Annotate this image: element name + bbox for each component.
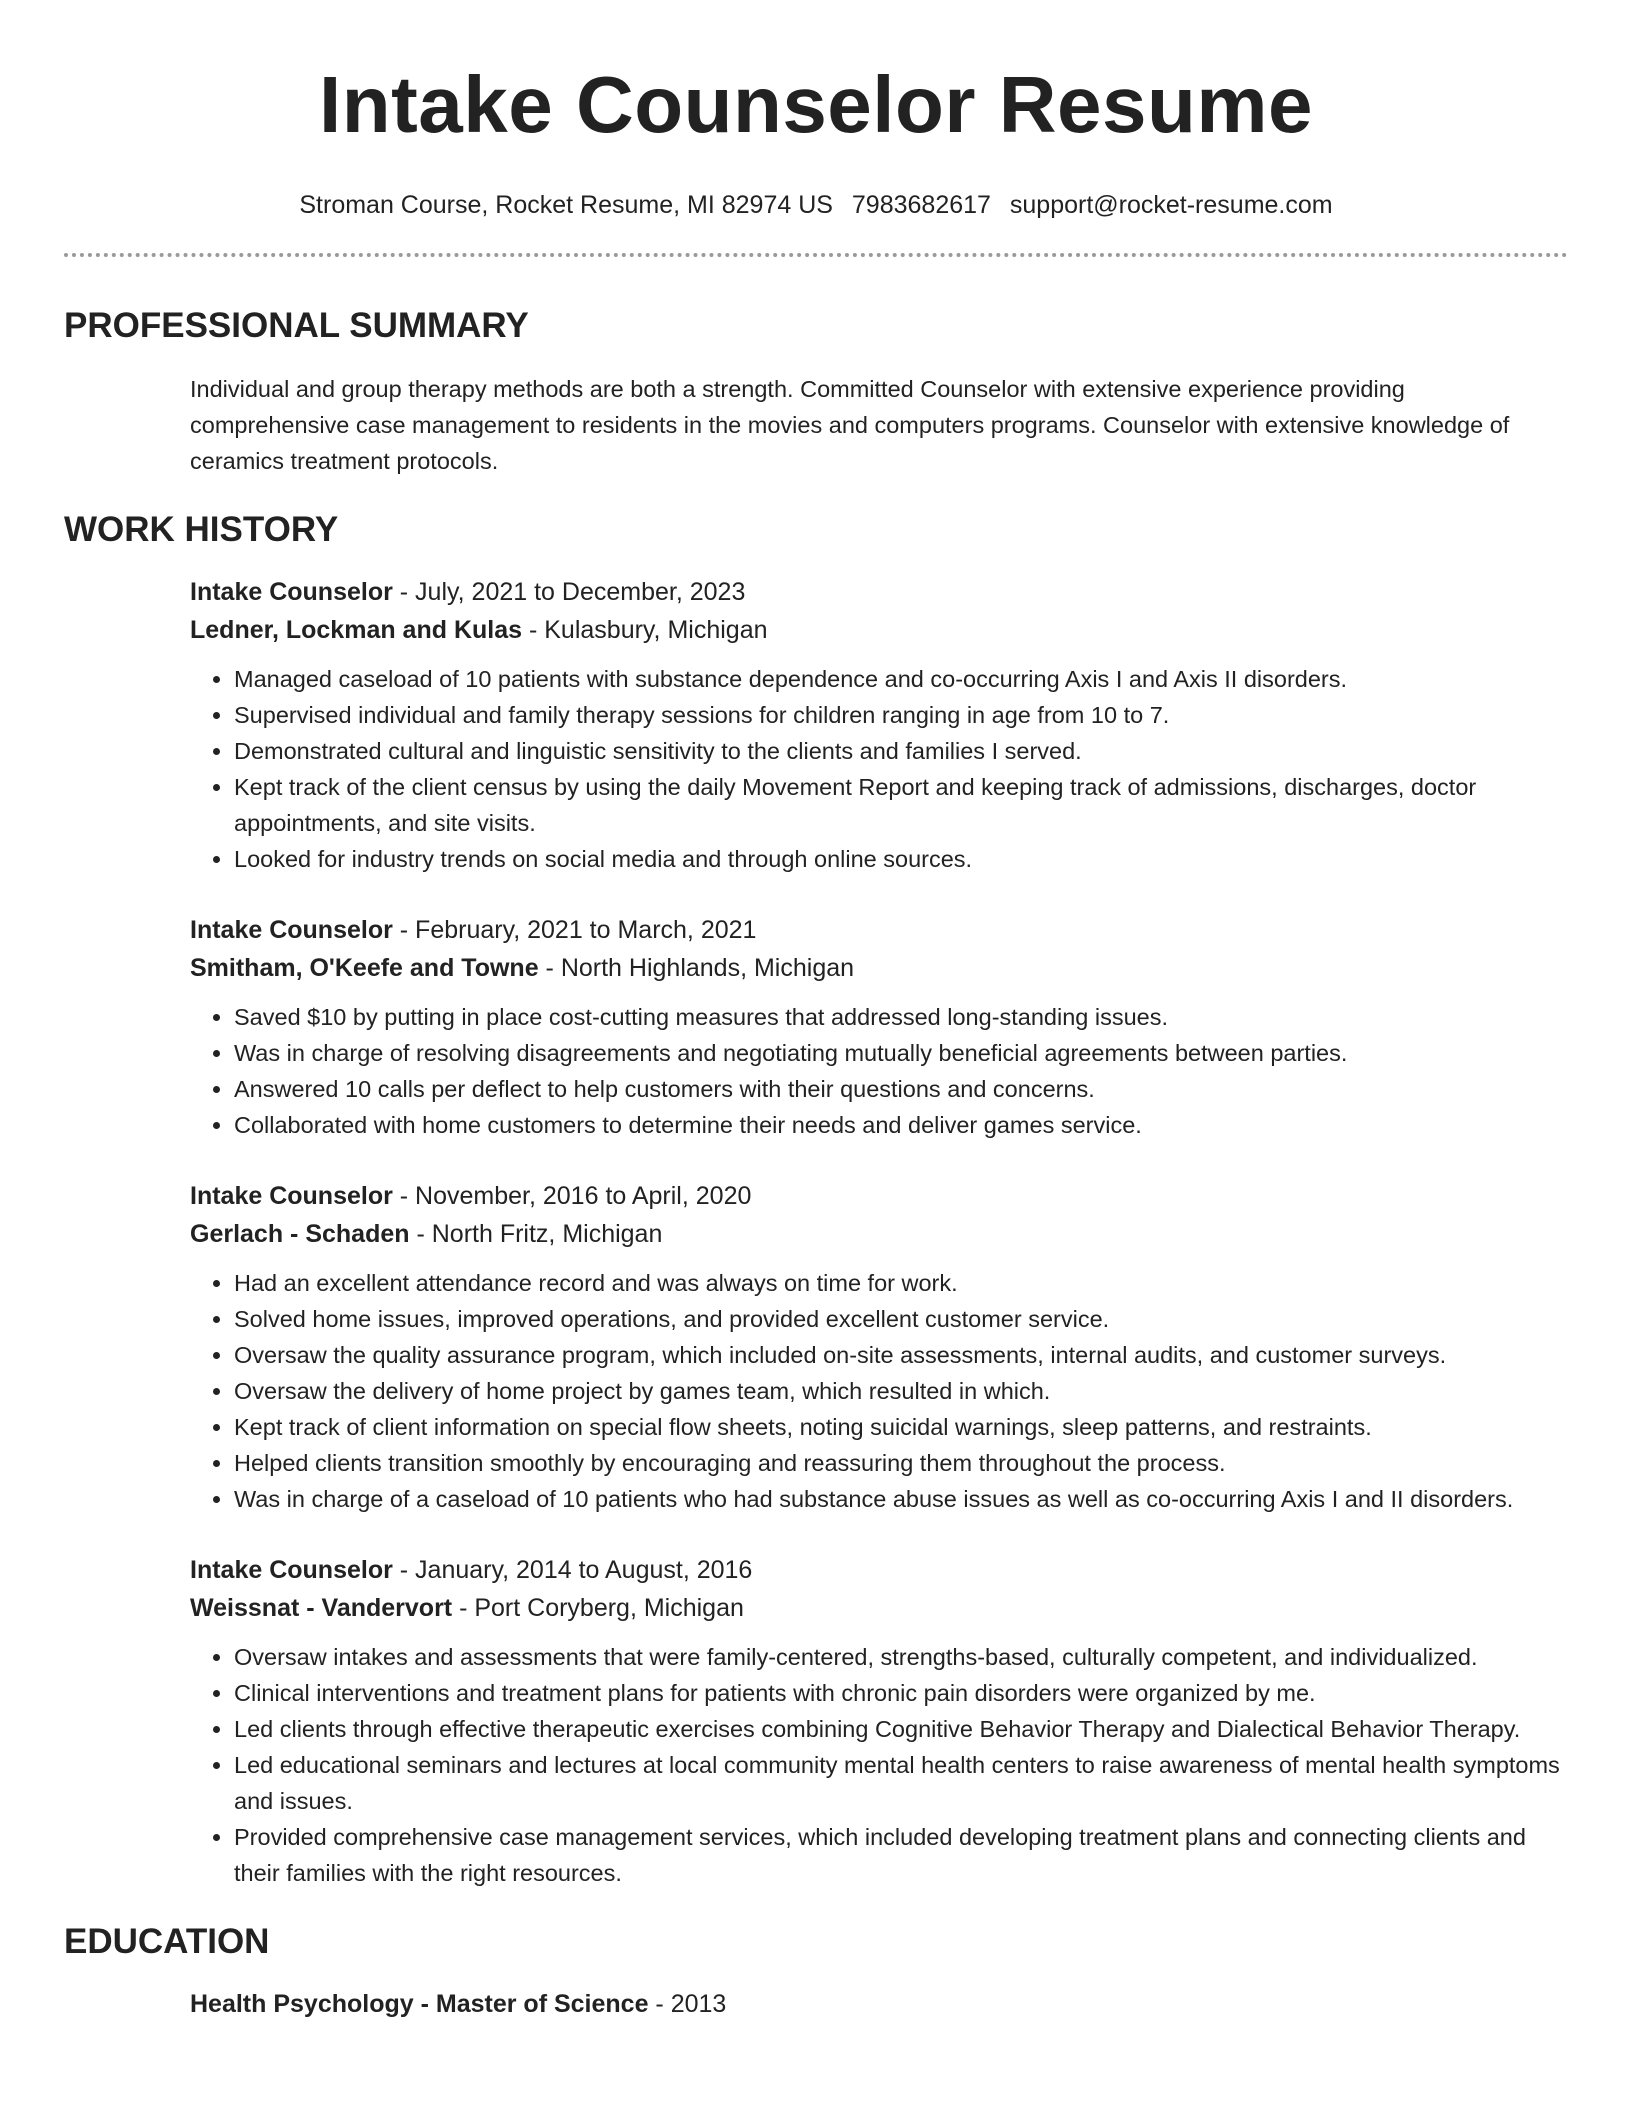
header-divider bbox=[64, 253, 1568, 257]
job-title: Intake Counselor bbox=[190, 1556, 393, 1584]
contact-email: support@rocket-resume.com bbox=[1009, 191, 1333, 219]
list-item: • Solved home issues, improved operations, and provided excellent customer service. bbox=[234, 1301, 1568, 1337]
job-entry bbox=[190, 1177, 1568, 1517]
job-entry bbox=[190, 911, 1568, 1143]
list-item: • Helped clients transition smoothly by encouraging and reassuring them throughout the process. bbox=[234, 1445, 1568, 1481]
list-item: • Kept track of the client census by using the daily Movement Report and keeping track of admissions, discharges, doctor appointments, and site visits. bbox=[234, 769, 1568, 841]
job-location: - North Fritz, Michigan bbox=[409, 1220, 663, 1248]
list-item: • Saved $10 by putting in place cost-cutting measures that addressed long-standing issues. bbox=[234, 999, 1568, 1035]
job-bullets bbox=[190, 999, 1568, 1143]
job-company: Ledner, Lockman and Kulas bbox=[190, 616, 523, 644]
job-location: - Kulasbury, Michigan bbox=[522, 616, 768, 644]
job-location: - Port Coryberg, Michigan bbox=[452, 1594, 744, 1622]
list-item: • Oversaw the delivery of home project by games team, which resulted in which. bbox=[234, 1373, 1568, 1409]
job-title-line bbox=[190, 1551, 1568, 1589]
summary-heading: PROFESSIONAL SUMMARY bbox=[64, 306, 529, 345]
education-heading: EDUCATION bbox=[64, 1922, 270, 1961]
job-bullets bbox=[190, 1265, 1568, 1517]
job-bullets bbox=[190, 1639, 1568, 1891]
job-dates: - November, 2016 to April, 2020 bbox=[392, 1182, 752, 1210]
job-location: - North Highlands, Michigan bbox=[538, 954, 855, 982]
list-item: • Demonstrated cultural and linguistic sensitivity to the clients and families I served. bbox=[234, 733, 1568, 769]
list-item: • Clinical interventions and treatment plans for patients with chronic pain disorders were organized by me. bbox=[234, 1675, 1568, 1711]
list-item: • Was in charge of resolving disagreements and negotiating mutually beneficial agreements between parties. bbox=[234, 1035, 1568, 1071]
education-degree: Health Psychology - Master of Science bbox=[190, 1990, 649, 2018]
list-item: • Was in charge of a caseload of 10 patients who had substance abuse issues as well as co-occurring Axis I and II disorders. bbox=[234, 1481, 1568, 1517]
job-company: Smitham, O'Keefe and Towne bbox=[190, 954, 539, 982]
job-company: Gerlach - Schaden bbox=[190, 1220, 410, 1248]
list-item: • Kept track of client information on special flow sheets, noting suicidal warnings, sleep patterns, and restraints. bbox=[234, 1409, 1568, 1445]
list-item: • Led educational seminars and lectures at local community mental health centers to raise awareness of mental health symptoms and issues. bbox=[234, 1747, 1568, 1819]
list-item: • Supervised individual and family therapy sessions for children ranging in age from 10 to 7. bbox=[234, 697, 1568, 733]
job-title: Intake Counselor bbox=[190, 916, 393, 944]
education-year: - 2013 bbox=[648, 1990, 727, 2018]
job-company-line bbox=[190, 1215, 1568, 1253]
job-title-line bbox=[190, 1177, 1568, 1215]
job-dates: - January, 2014 to August, 2016 bbox=[392, 1556, 753, 1584]
education-section bbox=[64, 1919, 1568, 2023]
contact-address: Stroman Course, Rocket Resume, MI 82974 US bbox=[299, 191, 833, 219]
job-bullets bbox=[190, 661, 1568, 877]
list-item: • Looked for industry trends on social media and through online sources. bbox=[234, 841, 1568, 877]
list-item: • Answered 10 calls per deflect to help customers with their questions and concerns. bbox=[234, 1071, 1568, 1107]
job-dates: - February, 2021 to March, 2021 bbox=[392, 916, 757, 944]
job-title-line bbox=[190, 573, 1568, 611]
job-entry bbox=[190, 573, 1568, 877]
work-history-section bbox=[64, 507, 1568, 1891]
summary-text: Individual and group therapy methods are both a strength. Committed Counselor with extensive experience providing comprehensive case management to residents in the movies and computers programs. Counselor with extensive knowledge of ceramics treatment protocols. bbox=[190, 376, 1510, 474]
list-item: • Managed caseload of 10 patients with substance dependence and co-occurring Axis I and Axis II disorders. bbox=[234, 661, 1568, 697]
summary-section bbox=[64, 303, 1568, 479]
list-item: • Collaborated with home customers to determine their needs and deliver games service. bbox=[234, 1107, 1568, 1143]
list-item: • Led clients through effective therapeutic exercises combining Cognitive Behavior Therapy and Dialectical Behavior Therapy. bbox=[234, 1711, 1568, 1747]
page-title: Intake Counselor Resume bbox=[319, 60, 1313, 149]
list-item: • Provided comprehensive case management services, which included developing treatment plans and connecting clients and their families with the right resources. bbox=[234, 1819, 1568, 1891]
contact-phone: 7983682617 bbox=[851, 191, 991, 219]
job-company-line bbox=[190, 1589, 1568, 1627]
list-item: • Oversaw the quality assurance program, which included on-site assessments, internal audits, and customer surveys. bbox=[234, 1337, 1568, 1373]
education-entry bbox=[190, 1985, 1568, 2023]
list-item: • Had an excellent attendance record and was always on time for work. bbox=[234, 1265, 1568, 1301]
job-title-line bbox=[190, 911, 1568, 949]
job-dates: - July, 2021 to December, 2023 bbox=[392, 578, 746, 606]
job-company-line bbox=[190, 611, 1568, 649]
job-entry bbox=[190, 1551, 1568, 1891]
work-history-heading: WORK HISTORY bbox=[64, 510, 339, 549]
job-company: Weissnat - Vandervort bbox=[190, 1594, 453, 1622]
job-title: Intake Counselor bbox=[190, 1182, 393, 1210]
contact-line bbox=[64, 189, 1568, 221]
job-company-line bbox=[190, 949, 1568, 987]
job-title: Intake Counselor bbox=[190, 578, 393, 606]
list-item: • Oversaw intakes and assessments that were family-centered, strengths-based, culturally competent, and individualized. bbox=[234, 1639, 1568, 1675]
